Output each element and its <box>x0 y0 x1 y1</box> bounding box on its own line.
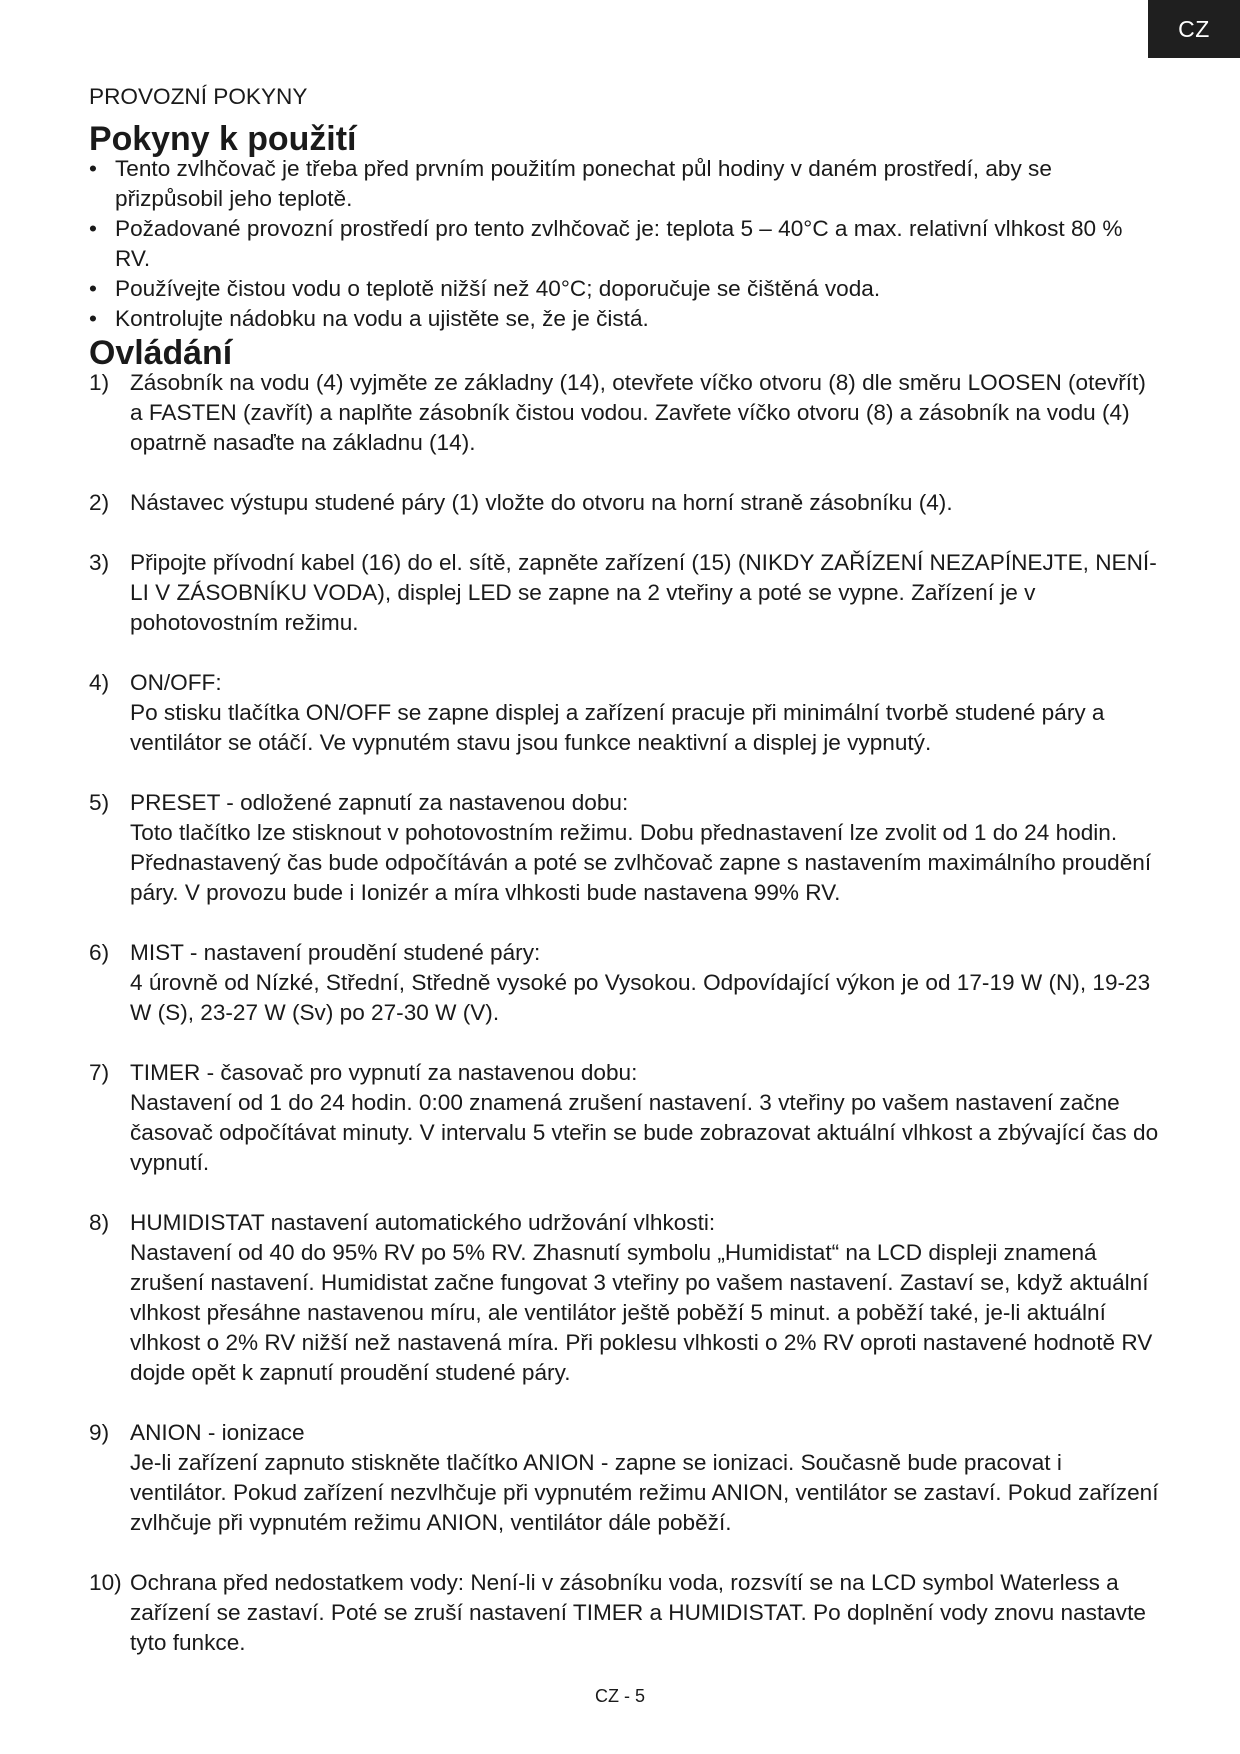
step-text: Je-li zařízení zapnuto stiskněte tlačítko ANION - zapne se ionizaci. Současně bude pracovat i ventilátor. Pokud zařízení nezvlhčuje při vypnutém režimu ANION, ventilátor se zastaví. Pokud zařízení zvlhčuje při vypnutém režimu ANION, ventilátor dále poběží. <box>130 1450 1159 1535</box>
step-item <box>89 1568 1159 1658</box>
step-item <box>89 1058 1159 1178</box>
step-text: Připojte přívodní kabel (16) do el. sítě, zapněte zařízení (15) (NIKDY ZAŘÍZENÍ NEZAPÍNEJTE, NENÍ-LI V ZÁSOBNÍKU VODA), displej LED se zapne na 2 vteřiny a poté se vypne. Zařízení je v pohotovostním režimu. <box>130 550 1157 635</box>
step-title: MIST - nastavení proudění studené páry: <box>130 940 541 965</box>
list-item-text: Tento zvlhčovač je třeba před prvním použitím ponechat půl hodiny v daném prostředí, aby se přizpůsobil jeho teplotě. <box>115 156 1052 211</box>
step-item <box>89 1418 1159 1538</box>
controls-steps <box>89 368 1159 1658</box>
language-tab: CZ <box>1148 0 1240 58</box>
step-item <box>89 668 1159 758</box>
controls-heading: Ovládání <box>89 334 233 372</box>
step-number: 10) <box>89 1570 122 1595</box>
step-title: ANION - ionizace <box>130 1420 305 1445</box>
page-title: PROVOZNÍ POKYNY <box>89 84 308 109</box>
step-text: Toto tlačítko lze stisknout v pohotovostním režimu. Dobu přednastavení lze zvolit od 1 do 24 hodin. Přednastavený čas bude odpočítáván a poté se zvlhčovač zapne s nastavením maximálního proudění páry. V provozu bude i Ionizér a míra vlhkosti bude nastavena 99% RV. <box>130 820 1152 905</box>
step-item <box>89 548 1159 638</box>
step-number: 4) <box>89 670 110 695</box>
step-number: 5) <box>89 790 110 815</box>
step-title: HUMIDISTAT nastavení automatického udržování vlhkosti: <box>130 1210 716 1235</box>
step-text: Ochrana před nedostatkem vody: Není-li v zásobníku voda, rozsvítí se na LCD symbol Waterless a zařízení se zastaví. Poté se zruší nastavení TIMER a HUMIDISTAT. Po doplnění vody znovu nastavte tyto funkce. <box>130 1570 1146 1655</box>
step-title: PRESET - odložené zapnutí za nastavenou dobu: <box>130 790 629 815</box>
bullet-icon: • <box>89 156 97 181</box>
step-title: ON/OFF: <box>130 670 222 695</box>
step-number: 3) <box>89 550 110 575</box>
step-title: TIMER - časovač pro vypnutí za nastavenou dobu: <box>130 1060 638 1085</box>
step-text: Nastavení od 1 do 24 hodin. 0:00 znamená zrušení nastavení. 3 vteřiny po vašem nastavení začne časovač odpočítávat minuty. V intervalu 5 vteřin se bude zobrazovat aktuální vlhkost a zbývající čas do vypnutí. <box>130 1090 1159 1175</box>
list-item-text: Požadované provozní prostředí pro tento zvlhčovač je: teplota 5 – 40°C a max. relativní vlhkost 80 % RV. <box>115 216 1123 271</box>
step-item <box>89 368 1159 458</box>
list-item <box>89 274 1159 304</box>
usage-heading: Pokyny k použití <box>89 120 357 158</box>
step-text: Nástavec výstupu studené páry (1) vložte do otvoru na horní straně zásobníku (4). <box>130 490 953 515</box>
step-text: Zásobník na vodu (4) vyjměte ze základny (14), otevřete víčko otvoru (8) dle směru LOOSEN (otevřít) a FASTEN (zavřít) a naplňte zásobník čistou vodou. Zavřete víčko otvoru (8) a zásobník na vodu (4) opatrně nasaďte na základnu (14). <box>130 370 1146 455</box>
step-item <box>89 488 1159 518</box>
step-number: 1) <box>89 370 110 395</box>
page-number: CZ - 5 <box>594 1686 645 1706</box>
usage-list <box>89 154 1159 334</box>
list-item <box>89 154 1159 214</box>
bullet-icon: • <box>89 216 97 241</box>
step-number: 8) <box>89 1210 110 1235</box>
step-text: Nastavení od 40 do 95% RV po 5% RV. Zhasnutí symbolu „Humidistat“ na LCD displeji znamená zrušení nastavení. Humidistat začne fungovat 3 vteřiny po vašem nastavení. Zastaví se, když aktuální vlhkost přesáhne nastavenou míru, ale ventilátor ještě poběží 5 minut. a poběží také, je-li aktuální vlhkost o 2% RV nižší než nastavená míra. Při poklesu vlhkosti o 2% RV oproti nastavené hodnotě RV dojde opět k zapnutí proudění studené páry. <box>130 1240 1153 1385</box>
step-item <box>89 1208 1159 1388</box>
list-item <box>89 214 1159 274</box>
list-item-text: Kontrolujte nádobku na vodu a ujistěte se, že je čistá. <box>115 306 649 331</box>
step-number: 2) <box>89 490 110 515</box>
step-item <box>89 938 1159 1028</box>
bullet-icon: • <box>89 306 97 331</box>
page-content <box>89 82 1159 1688</box>
list-item <box>89 304 1159 334</box>
list-item-text: Používejte čistou vodu o teplotě nižší než 40°C; doporučuje se čištěná voda. <box>115 276 881 301</box>
step-number: 6) <box>89 940 110 965</box>
step-text: Po stisku tlačítka ON/OFF se zapne displej a zařízení pracuje při minimální tvorbě studené páry a ventilátor se otáčí. Ve vypnutém stavu jsou funkce neaktivní a displej je vypnutý. <box>130 700 1105 755</box>
step-number: 9) <box>89 1420 110 1445</box>
step-text: 4 úrovně od Nízké, Střední, Středně vysoké po Vysokou. Odpovídající výkon je od 17-19 W (N), 19-23 W (S), 23-27 W (Sv) po 27-30 W (V). <box>130 970 1151 1025</box>
step-item <box>89 788 1159 908</box>
step-number: 7) <box>89 1060 110 1085</box>
bullet-icon: • <box>89 276 97 301</box>
